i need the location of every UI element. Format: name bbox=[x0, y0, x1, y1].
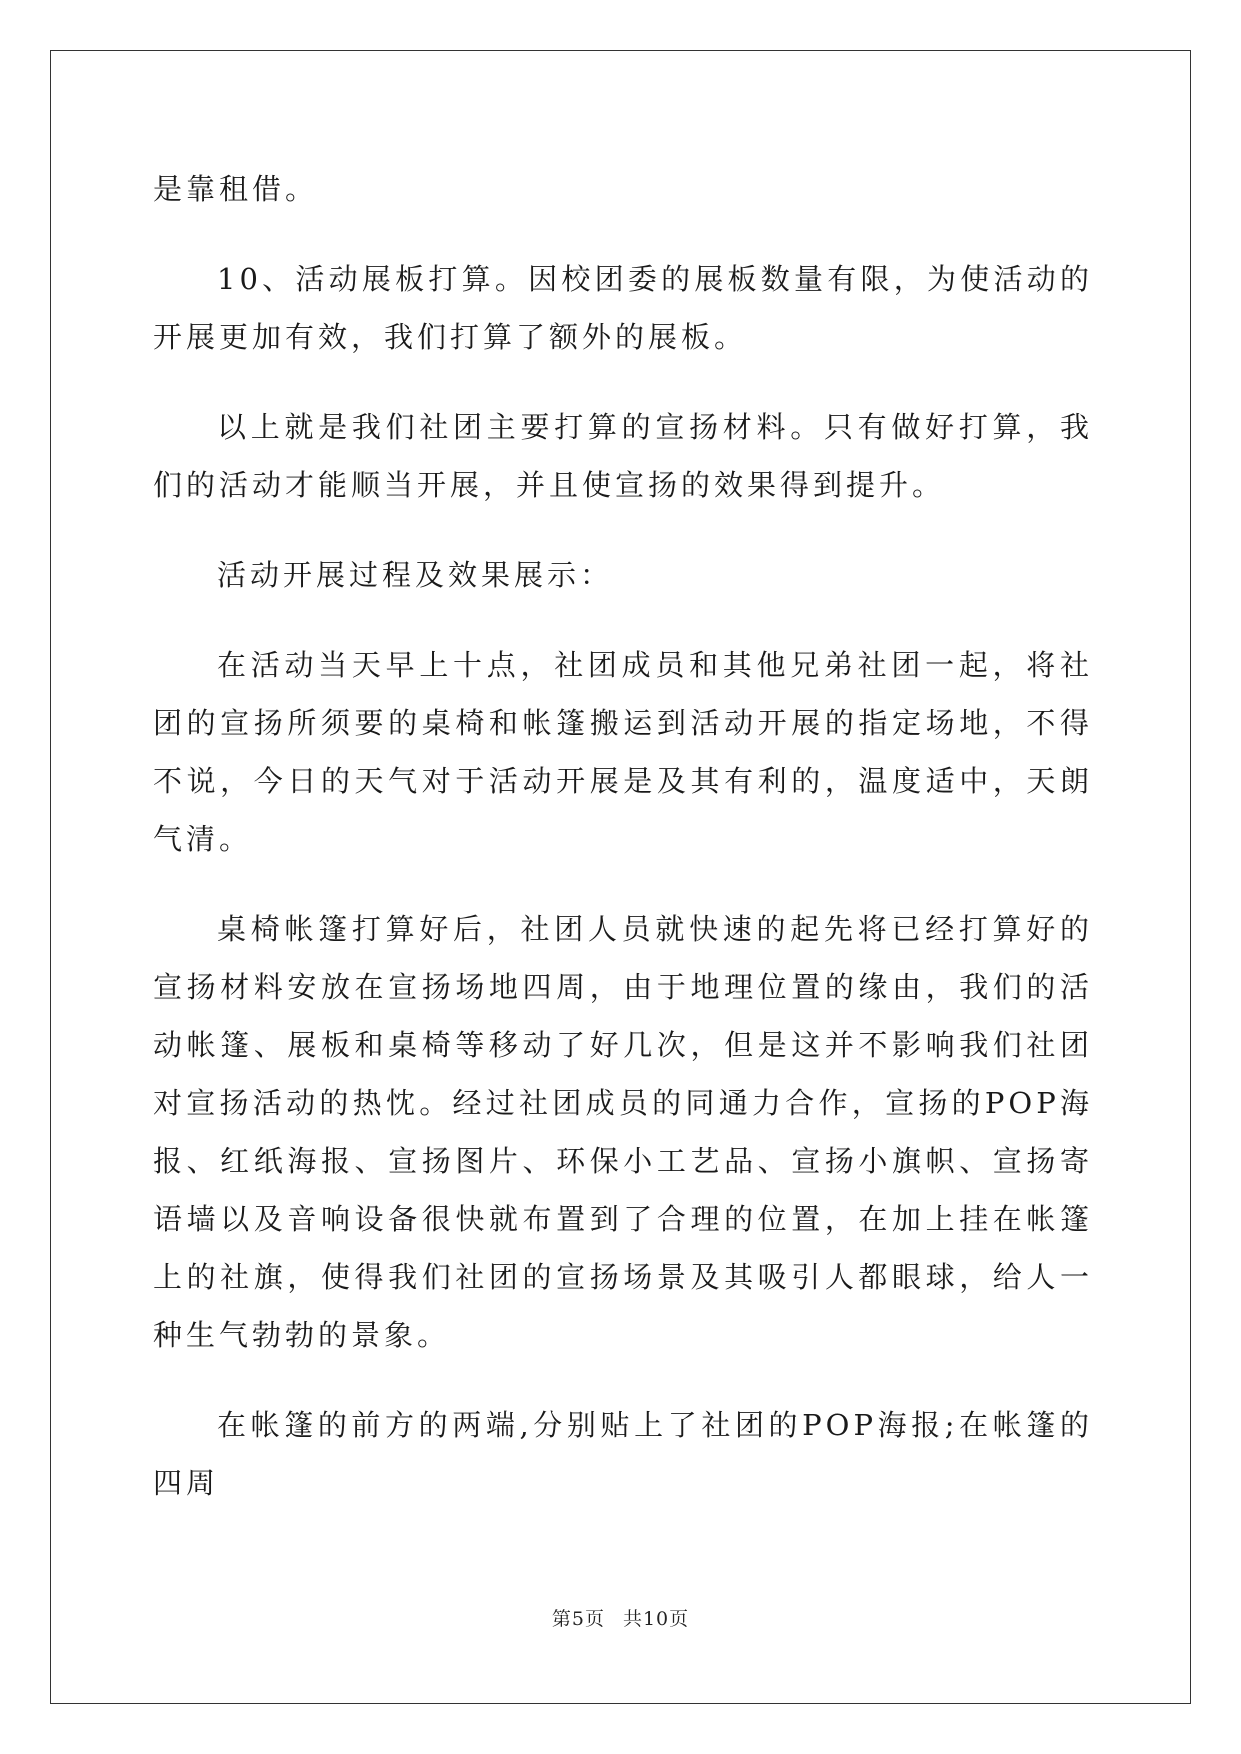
document-body bbox=[153, 160, 1093, 1512]
page-number: 第5页 bbox=[551, 1608, 605, 1630]
page-footer bbox=[0, 1604, 1241, 1631]
paragraph-5: 在活动当天早上十点，社团成员和其他兄弟社团一起，将社团的宣扬所须要的桌椅和帐篷搬运到活动开展的指定场地，不得不说，今日的天气对于活动开展是及其有利的，温度适中，天朗气清。 bbox=[153, 648, 1093, 856]
page-total: 共10页 bbox=[622, 1608, 690, 1630]
paragraph-6: 桌椅帐篷打算好后，社团人员就快速的起先将已经打算好的宣扬材料安放在宣扬场地四周，由于地理位置的缘由，我们的活动帐篷、展板和桌椅等移动了好几次，但是这并不影响我们社团对宣扬活动的热忱。经过社团成员的同通力合作，宣扬的POP海报、红纸海报、宣扬图片、环保小工艺品、宣扬小旗帜、宣扬寄语墙以及音响设备很快就布置到了合理的位置，在加上挂在帐篷上的社旗，使得我们社团的宣扬场景及其吸引人都眼球，给人一种生气勃勃的景象。 bbox=[153, 912, 1093, 1352]
paragraph-4: 活动开展过程及效果展示： bbox=[217, 558, 614, 592]
paragraph-3: 以上就是我们社团主要打算的宣扬材料。只有做好打算，我们的活动才能顺当开展，并且使宣扬的效果得到提升。 bbox=[153, 410, 1093, 502]
paragraph-7: 在帐篷的前方的两端,分别贴上了社团的POP海报;在帐篷的四周 bbox=[153, 1408, 1093, 1500]
paragraph-2: 10、活动展板打算。因校团委的展板数量有限，为使活动的开展更加有效，我们打算了额外的展板。 bbox=[153, 262, 1093, 354]
paragraph-1: 是靠租借。 bbox=[153, 172, 319, 206]
